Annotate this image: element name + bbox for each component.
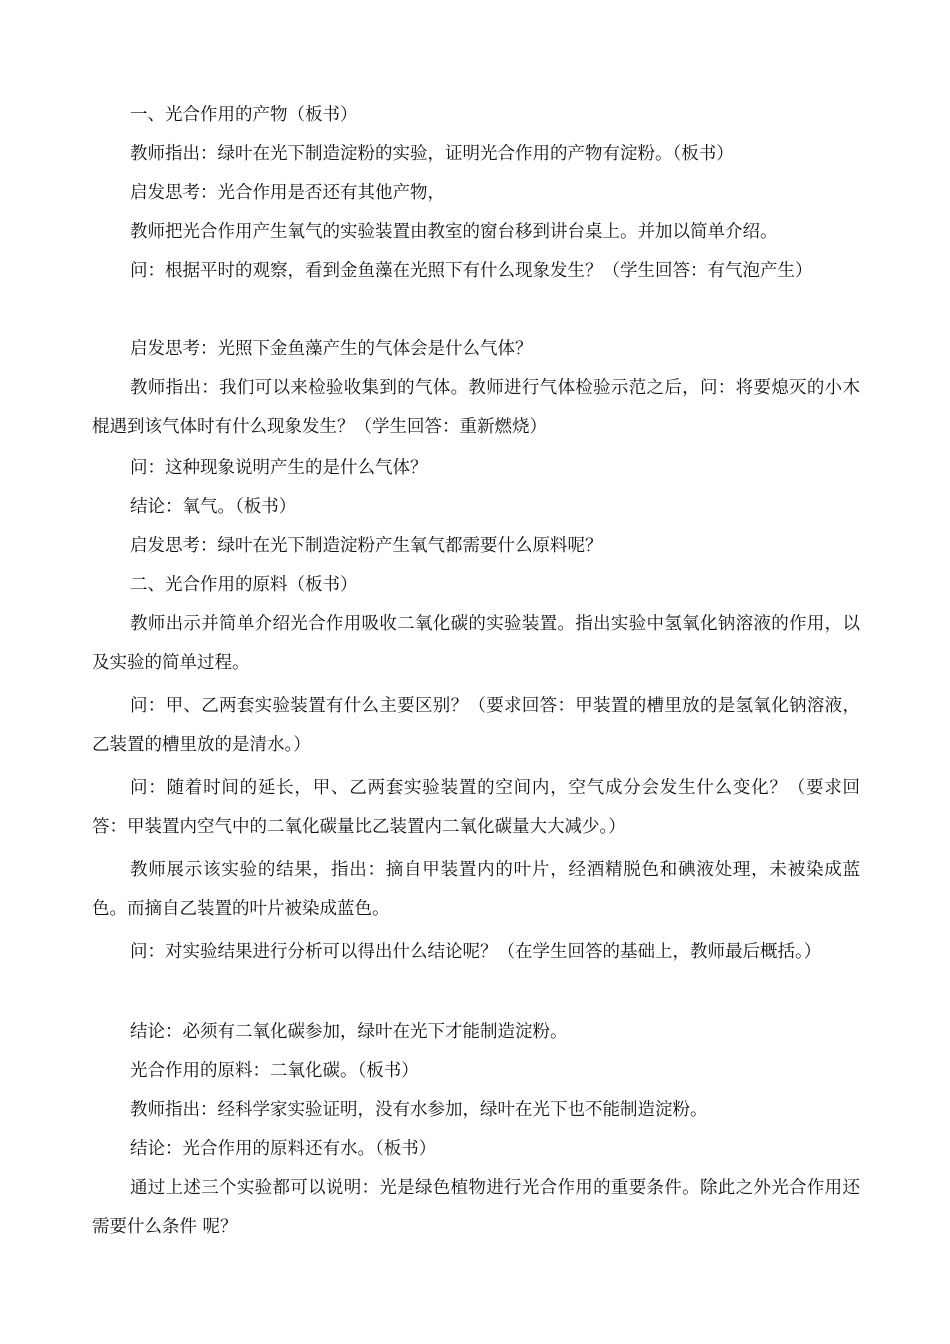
teacher-results: 教师展示该实验的结果，指出：摘自甲装置内的叶片，经酒精脱色和碘液处理，未被染成蓝色。而摘自乙装置的叶片被染成蓝色。 (92, 860, 860, 919)
heading-raw-materials: 二、光合作用的原料（板书） (130, 575, 358, 595)
conclusion-oxygen: 结论：氧气。（板书） (130, 497, 297, 517)
heading-products: 一、光合作用的产物（板书） (130, 105, 358, 125)
question-which-gas: 问：这种现象说明产生的是什么气体？ (130, 458, 428, 478)
question-observation: 问：根据平时的观察，看到金鱼藻在光照下有什么现象发生？（学生回答：有气泡产生） (130, 261, 813, 281)
prompt-raw-materials: 启发思考：绿叶在光下制造淀粉产生氧气都需要什么原料呢？ (130, 536, 603, 556)
conclusion-water: 结论：光合作用的原料还有水。（板书） (130, 1139, 437, 1159)
question-conclusion: 问：对实验结果进行分析可以得出什么结论呢？（在学生回答的基础上，教师最后概括。） (130, 942, 822, 962)
teacher-water-required: 教师指出：经科学家实验证明，没有水参加，绿叶在光下也不能制造淀粉。 (130, 1100, 708, 1120)
raw-material-co2: 光合作用的原料：二氧化碳。（板书） (130, 1061, 419, 1081)
teacher-point-starch: 教师指出：绿叶在光下制造淀粉的实验，证明光合作用的产物有淀粉。（板书） (130, 144, 734, 164)
summary-light-condition: 通过上述三个实验都可以说明：光是绿色植物进行光合作用的重要条件。除此之外光合作用还需要什么条件 呢？ (92, 1178, 860, 1237)
question-air-change: 问：随着时间的延长，甲、乙两套实验装置的空间内，空气成分会发生什么变化？（要求回答：甲装置内空气中的二氧化碳量比乙装置内二氧化碳量大大减少。） (92, 778, 860, 837)
teacher-move-apparatus: 教师把光合作用产生氧气的实验装置由教室的窗台移到讲台桌上。并加以简单介绍。 (130, 222, 778, 242)
teacher-co2-apparatus: 教师出示并简单介绍光合作用吸收二氧化碳的实验装置。指出实验中氢氧化钠溶液的作用，以及实验的简单过程。 (92, 614, 860, 673)
question-difference: 问：甲、乙两套实验装置有什么主要区别？（要求回答：甲装置的槽里放的是氢氧化钠溶液，乙装置的槽里放的是清水。） (92, 696, 860, 755)
teacher-gas-test: 教师指出：我们可以来检验收集到的气体。教师进行气体检验示范之后，问：将要熄灭的小木棍遇到该气体时有什么现象发生？（学生回答：重新燃烧） (92, 378, 860, 437)
prompt-other-products: 启发思考：光合作用是否还有其他产物， (130, 183, 445, 203)
prompt-gas-type: 启发思考：光照下金鱼藻产生的气体会是什么气体？ (130, 339, 533, 359)
conclusion-co2-required: 结论：必须有二氧化碳参加，绿叶在光下才能制造淀粉。 (130, 1022, 568, 1042)
